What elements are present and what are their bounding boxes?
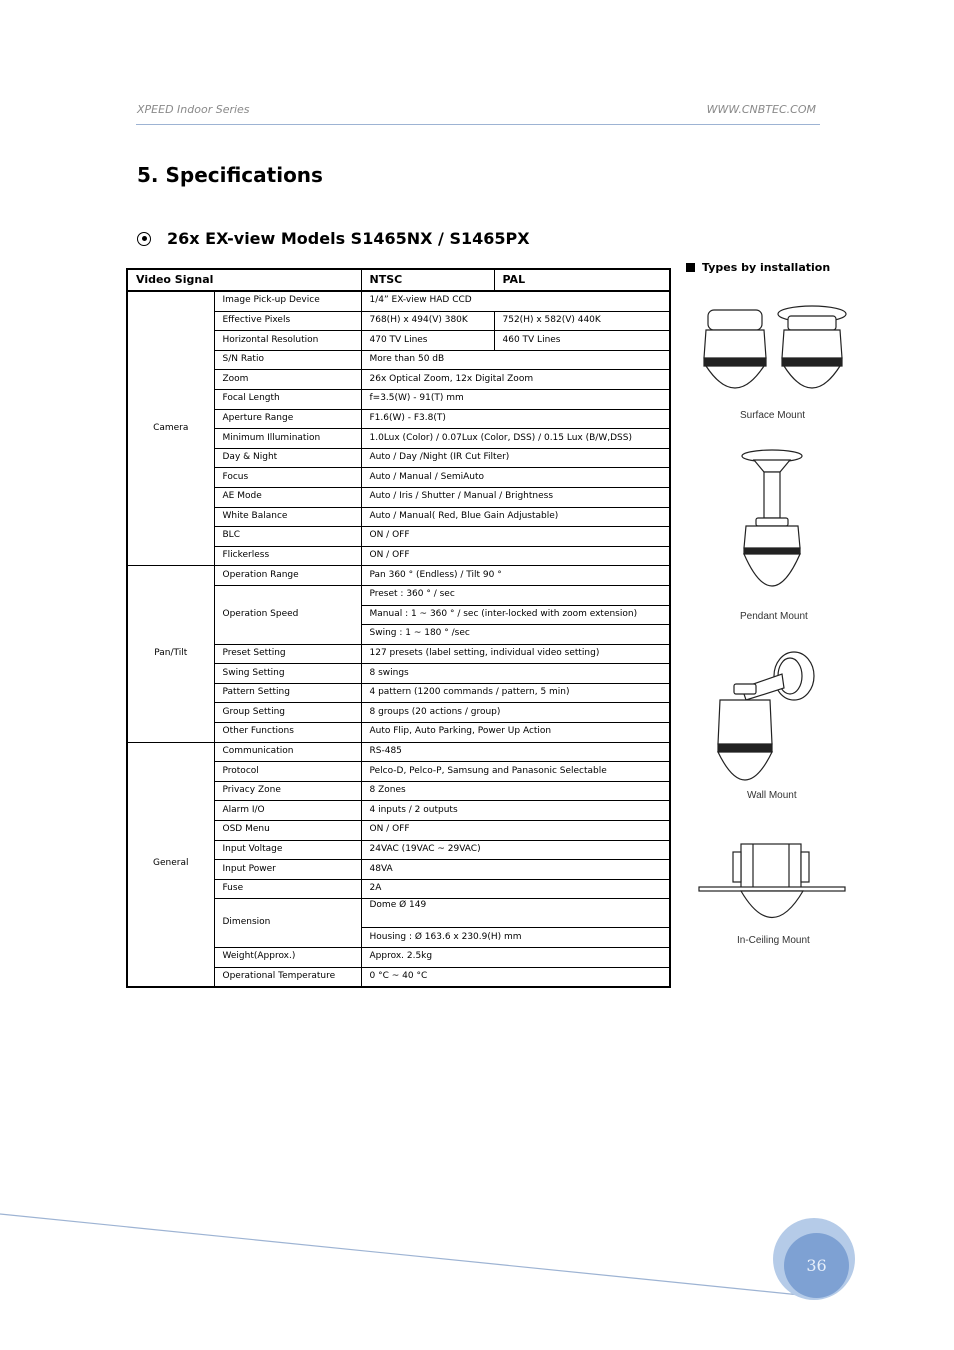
header-ntsc: NTSC xyxy=(361,269,494,291)
pendant-mount-label: Pendant Mount xyxy=(740,611,808,622)
spec-label: Preset Setting xyxy=(214,644,361,664)
spec-value: 8 groups (20 actions / group) xyxy=(361,703,670,723)
surface-mount-illustration xyxy=(700,300,850,402)
spec-label: BLC xyxy=(214,527,361,547)
spec-value: 4 inputs / 2 outputs xyxy=(361,801,670,821)
spec-value: Manual : 1 ~ 360 ° / sec (inter-locked with zoom extension) xyxy=(361,605,670,625)
spec-label: Operation Speed xyxy=(214,585,361,644)
spec-label: White Balance xyxy=(214,507,361,527)
header-website: WWW.CNBTEC.COM xyxy=(706,103,816,116)
square-bullet-icon xyxy=(686,263,695,272)
spec-value: More than 50 dB xyxy=(361,350,670,370)
spec-value-pal: 460 TV Lines xyxy=(494,331,670,351)
spec-value: Approx. 2.5kg xyxy=(361,948,670,968)
spec-value: 1/4” EX-view HAD CCD xyxy=(361,291,670,311)
spec-label: Protocol xyxy=(214,762,361,782)
spec-label: Operation Range xyxy=(214,566,361,586)
spec-label: Alarm I/O xyxy=(214,801,361,821)
spec-label: Input Power xyxy=(214,860,361,880)
subtitle-text: 26x EX-view Models S1465NX / S1465PX xyxy=(167,229,530,248)
spec-label: Aperture Range xyxy=(214,409,361,429)
spec-label: Focal Length xyxy=(214,389,361,409)
table-row xyxy=(127,566,670,586)
spec-label: Image Pick-up Device xyxy=(214,291,361,311)
surface-mount-label: Surface Mount xyxy=(740,410,806,421)
spec-label: Privacy Zone xyxy=(214,781,361,801)
table-header-row xyxy=(127,269,670,291)
spec-value: Dome Ø 149 xyxy=(361,899,670,928)
spec-value: Auto / Day /Night (IR Cut Filter) xyxy=(361,448,670,468)
header-pal: PAL xyxy=(494,269,670,291)
spec-value: Auto / Manual / SemiAuto xyxy=(361,468,670,488)
spec-value: 48VA xyxy=(361,860,670,880)
spec-value: F1.6(W) - F3.8(T) xyxy=(361,409,670,429)
header-series: XPEED Indoor Series xyxy=(137,103,250,116)
spec-value: 8 Zones xyxy=(361,781,670,801)
spec-value: 26x Optical Zoom, 12x Digital Zoom xyxy=(361,370,670,390)
spec-label: Group Setting xyxy=(214,703,361,723)
spec-label: AE Mode xyxy=(214,487,361,507)
spec-label: Horizontal Resolution xyxy=(214,331,361,351)
table-row xyxy=(127,291,670,311)
spec-label: Focus xyxy=(214,468,361,488)
spec-value: Auto Flip, Auto Parking, Power Up Action xyxy=(361,723,670,743)
wall-mount-illustration xyxy=(712,648,822,784)
spec-label: Weight(Approx.) xyxy=(214,948,361,968)
spec-value: 24VAC (19VAC ~ 29VAC) xyxy=(361,840,670,860)
spec-label: Input Voltage xyxy=(214,840,361,860)
group-camera: Camera xyxy=(127,291,214,566)
spec-value: 127 presets (label setting, individual video setting) xyxy=(361,644,670,664)
spec-value: f=3.5(W) - 91(T) mm xyxy=(361,389,670,409)
spec-label: Communication xyxy=(214,742,361,762)
spec-label: Fuse xyxy=(214,879,361,899)
spec-label: Other Functions xyxy=(214,723,361,743)
spec-label: Flickerless xyxy=(214,546,361,566)
spec-value: ON / OFF xyxy=(361,821,670,841)
spec-value: ON / OFF xyxy=(361,546,670,566)
in-ceiling-mount-label: In-Ceiling Mount xyxy=(737,935,810,946)
spec-value: Pan 360 ° (Endless) / Tilt 90 ° xyxy=(361,566,670,586)
spec-value: 4 pattern (1200 commands / pattern, 5 min) xyxy=(361,683,670,703)
target-bullet-icon xyxy=(137,232,151,246)
in-ceiling-mount-illustration xyxy=(697,840,847,930)
spec-table xyxy=(126,268,671,988)
group-pantilt: Pan/Tilt xyxy=(127,566,214,742)
section-subtitle xyxy=(137,229,530,248)
page-title: 5. Specifications xyxy=(137,163,323,187)
spec-label: Swing Setting xyxy=(214,664,361,684)
header-video-signal: Video Signal xyxy=(127,269,361,291)
spec-label: Pattern Setting xyxy=(214,683,361,703)
spec-value: ON / OFF xyxy=(361,527,670,547)
spec-value-pal: 752(H) x 582(V) 440K xyxy=(494,311,670,331)
spec-value: RS-485 xyxy=(361,742,670,762)
spec-label: Dimension xyxy=(214,899,361,948)
spec-label: Operational Temperature xyxy=(214,967,361,987)
spec-label: OSD Menu xyxy=(214,821,361,841)
installation-heading-text: Types by installation xyxy=(702,261,831,274)
spec-value: Auto / Manual( Red, Blue Gain Adjustable) xyxy=(361,507,670,527)
spec-value-ntsc: 768(H) x 494(V) 380K xyxy=(361,311,494,331)
installation-heading xyxy=(686,261,830,274)
spec-label: S/N Ratio xyxy=(214,350,361,370)
spec-value: Swing : 1 ~ 180 ° /sec xyxy=(361,625,670,645)
spec-value: 1.0Lux (Color) / 0.07Lux (Color, DSS) / 0.15 Lux (B/W,DSS) xyxy=(361,429,670,449)
spec-label: Zoom xyxy=(214,370,361,390)
table-row xyxy=(127,742,670,762)
spec-value: Pelco-D, Pelco-P, Samsung and Panasonic Selectable xyxy=(361,762,670,782)
spec-label: Effective Pixels xyxy=(214,311,361,331)
group-general: General xyxy=(127,742,214,987)
spec-label: Minimum Illumination xyxy=(214,429,361,449)
header-divider xyxy=(136,124,820,125)
spec-value-ntsc: 470 TV Lines xyxy=(361,331,494,351)
spec-value: Preset : 360 ° / sec xyxy=(361,585,670,605)
wall-mount-label: Wall Mount xyxy=(747,790,797,801)
spec-value: 0 °C ~ 40 °C xyxy=(361,967,670,987)
spec-value: Auto / Iris / Shutter / Manual / Brightness xyxy=(361,487,670,507)
spec-label: Day & Night xyxy=(214,448,361,468)
spec-value: 8 swings xyxy=(361,664,670,684)
spec-value: 2A xyxy=(361,879,670,899)
page-number: 36 xyxy=(806,1256,827,1275)
pendant-mount-illustration xyxy=(738,448,808,604)
spec-value: Housing : Ø 163.6 x 230.9(H) mm xyxy=(361,928,670,948)
